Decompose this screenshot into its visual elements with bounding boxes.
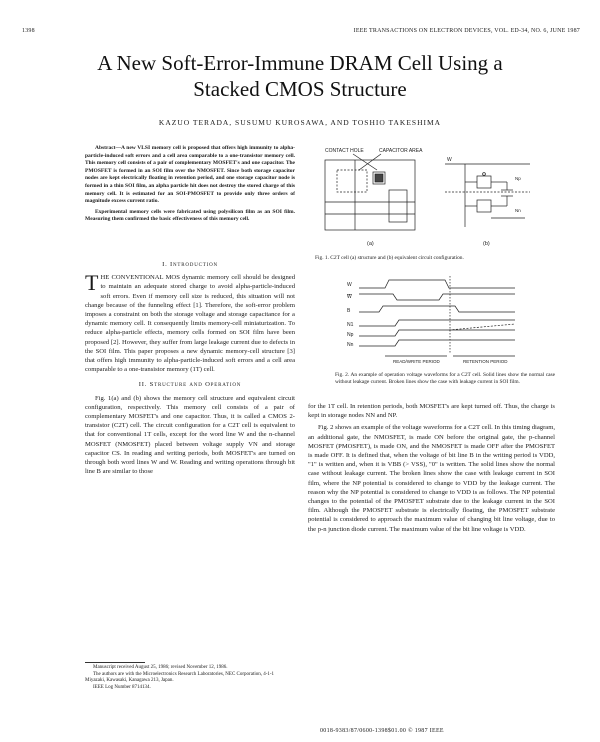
footnote-line-2: The authors are with the Microelectronics Research Laboratories, NEC Corporation, 4-1-1 Miyazaki, Kawasaki, Kanagawa 213, Japan. xyxy=(85,671,275,684)
rw-period-label: READ/WRITE PERIOD xyxy=(393,359,440,364)
capacitor-leader xyxy=(359,154,381,170)
right-paragraph-2: Fig. 2 shows an example of the voltage waveforms for a C2T cell. In this timing diagram, an additional gate, the NMOSFET, is made ON before the original gate, the p-channel MOSFET (PMOSFET), is made ON, and the NMOSFET is made OFF after the PMOSFET is made OFF. It is defined that, when the voltage of bit line B in the writing period is VDD, "1" is written and, when it is VBB (> VSS), "0" is written. The solid lines show the normal case without leakage current. The broken lines show the case with leakage current in SOI film, where the NP potential is considered to change to VDD by the leakage current. The reason why the NP potential is considered to change to VDD is as follows. The NP potential changes to the potential of the PMOSFET substrate due to the leakage current in the SOI film. Although the PMOSFET substrate is electrically floating, the PMOSFET substrate potential is considered to approach the maximum value of changing bit line voltage, due to the p-n junction diode current. The maximum value of the bit line voltage is VDD. xyxy=(308,424,555,533)
figure-1-drawing xyxy=(315,142,545,250)
wave-n1 xyxy=(359,320,515,326)
contact-hole-fill xyxy=(375,174,383,182)
section-2-heading: II. Structure and Operation xyxy=(138,381,242,389)
figure-1b-label: (b) xyxy=(483,241,490,247)
section-1-paragraph-1-text: HE CONVENTIONAL MOS dynamic memory cell should be designed to maintain an adequate stored charge to avoid alpha-particle-induced soft errors. Even if memory cell size is reduced, this situation will not change because of the funneling effect [1]. Therefore, the soft-error problem imposes a constraint on both the storage voltage and storage capacitance for a dynamic memory cell. It consequently limits memory-cell miniaturization. To reduce alpha-particle effects, memory cells formed on SOI film have been proposed [2]. However, they suffer from large leakage current due to defects in the SOI film. This paper proposes a new dynamic memory-cell structure [3] that offers high immunity to alpha-particle-induced soft errors and a cell area comparable to a one-transistor memory (1T) cell. xyxy=(85,274,295,374)
footnote xyxy=(85,662,295,691)
figure-1a-layout xyxy=(325,154,415,230)
author-list: KAZUO TERADA, SUSUMU KUROSAWA, AND TOSHIO TAKESHIMA xyxy=(158,118,442,127)
pmos-symbol xyxy=(477,176,491,188)
wave-w-label: W xyxy=(347,282,352,288)
footnote-line-1: Manuscript received August 25, 1986; revised November 12, 1986. xyxy=(93,665,228,670)
abstract-paragraph-2: Experimental memory cells were fabricated using polysilicon film as an SOI film. Measuring them confirmed the basic effectiveness of this memory cell. xyxy=(85,208,295,223)
wave-nn xyxy=(359,340,515,346)
drop-cap: T xyxy=(85,270,99,296)
wave-np xyxy=(359,330,515,336)
section-2-paragraph-1: Fig. 1(a) and (b) shows the memory cell structure and equivalent circuit configuration, respectively. This memory cell consists of a pair of complementary MOSFET's and one capacitor. Thus, it is called a CMOS 2-transistor (C2T) cell. The circuit configuration for a C2T cell is equivalent to that for conventional 1T cells, except for the word line W and the n-channel MOSFET (NMOSFET) placed between voltage supply VN and storage capacitor CS. In reading and writing periods, both MOSFET's are turned on through both word lines W and W. Reading and writing operations through bit line B are similar to those xyxy=(85,394,295,476)
page-number: 1398 xyxy=(22,28,35,34)
wave-np-label: Np xyxy=(347,332,354,338)
wave-np-leakage xyxy=(449,324,515,330)
paper-title-line-2: Stacked CMOS Structure xyxy=(193,77,407,101)
contact-leader xyxy=(353,154,377,170)
figure-1-caption: Fig. 1. C2T cell (a) structure and (b) equivalent circuit configuration. xyxy=(315,255,464,261)
nmos-symbol xyxy=(477,200,491,212)
journal-header: IEEE TRANSACTIONS ON ELECTRON DEVICES, VOL. ED-34, NO. 6, JUNE 1987 xyxy=(353,28,580,34)
footnote-line-3: IEEE Log Number 8714134. xyxy=(93,684,151,690)
capacitor-area-label: CAPACITOR AREA xyxy=(379,148,423,154)
pmos-gate-bubble xyxy=(483,173,486,176)
circuit-nn-label: Nn xyxy=(515,208,521,213)
wave-wbar xyxy=(359,294,515,300)
copyright-line: 0018-9383/87/0600-1398$01.00 © 1987 IEEE xyxy=(320,728,444,734)
contact-hole-label: CONTACT HOLE xyxy=(325,148,364,154)
wave-b-label: B xyxy=(347,308,351,314)
section-1-paragraph-1 xyxy=(85,270,295,374)
wave-wbar-label: W xyxy=(347,294,352,300)
figure-2-caption: Fig. 2. An example of operation voltage waveforms for a C2T cell. Solid lines show the normal case without leakage current. Broken lines show the case with leakage current in SOI film. xyxy=(335,372,555,385)
right-paragraph-1: for the 1T cell. In retention periods, both MOSFET's are kept turned off. Thus, the charge is kept in storage nodes NN and NP. xyxy=(308,403,555,420)
figure-2-waveforms xyxy=(345,272,525,368)
wave-n1-label: N1 xyxy=(347,322,354,328)
figure-1b-circuit xyxy=(445,164,530,227)
footnote-rule xyxy=(85,662,145,663)
right-column-body xyxy=(308,402,555,537)
figure-1a-label: (a) xyxy=(367,241,374,247)
circuit-np-label: Np xyxy=(515,176,521,181)
wave-nn-label: Nn xyxy=(347,342,354,348)
retention-period-label: RETENTION PERIOD xyxy=(463,359,508,364)
paper-title-line-1: A New Soft-Error-Immune DRAM Cell Using a xyxy=(97,51,503,75)
abstract-paragraph-1: Abstract—A new VLSI memory cell is proposed that offers high immunity to alpha-particle-induced soft errors and a cell area comparable to a one-transistor memory cell. This memory cell consists of a pair of complementary MOSFET's and one capacitor. The PMOSFET is formed in an SOI film over the NMOSFET. Since both storage capacitor nodes are kept electrically floating in retention period, and one storage capacitor node is formed in a thin SOI film, an alpha particle hit does not destroy the stored charge of this memory cell. It is estimated for an SOI-PMOSFET to provide only three orders of magnitude excess current ratio. xyxy=(85,145,295,205)
left-column-body xyxy=(85,254,295,479)
transistor-region xyxy=(389,190,407,222)
capacitor-area-box xyxy=(337,170,367,192)
cell-outline xyxy=(325,160,415,230)
section-1-heading: I. Introduction xyxy=(162,261,218,268)
wave-w xyxy=(359,280,515,288)
abstract xyxy=(85,145,295,227)
circuit-w-label: W xyxy=(447,157,452,163)
wave-b xyxy=(359,306,515,312)
